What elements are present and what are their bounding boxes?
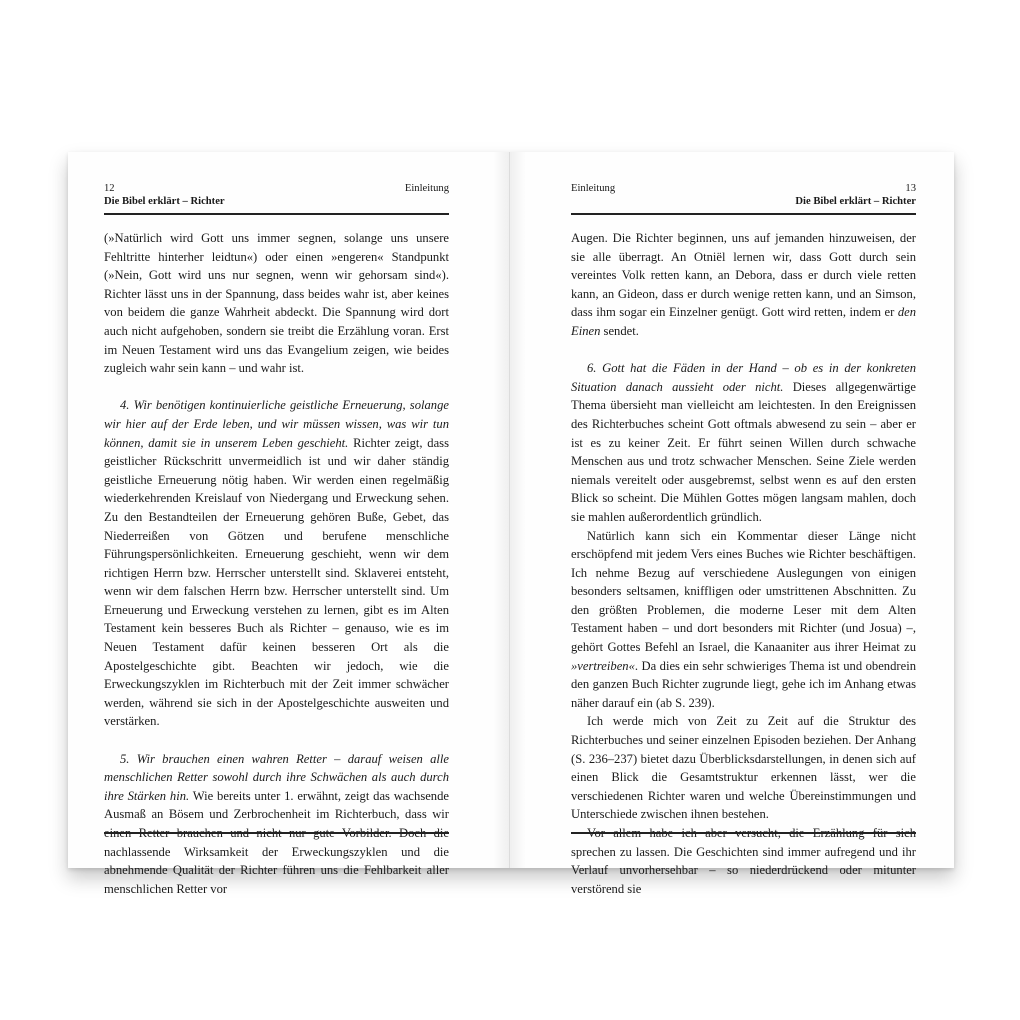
paragraph-text: Augen. Die Richter beginnen, uns auf jemanden hinzuweisen, der sie alle überragt. An Otniël lernen wir, dass Gott durch sein vereintes Volk retten kann, an Debora, dass er durch viele retten kann, an Gideon, dass er durch wenige retten kann, und an Simson, dass ihm sogar ein Einzelner genügt. Gott wird retten, indem er (571, 231, 916, 320)
book-title: Die Bibel erklärt – Richter (104, 196, 225, 207)
paragraph-text: sendet. (600, 323, 639, 338)
paragraph-text: Natürlich kann sich ein Kommentar dieser Länge nicht erschöpfend mit jedem Vers eines Buches wie Richter beschäftigen. Ich nehme Bezug auf verschiedene Auslegungen von einigen besonders seltsamen, kniffligen oder umstrittenen Abschnitten. Zu den größten Problemen, die moderne Leser mit dem Alten Testament haben – und dort besonders mit Richter (und Josua) –, gehört Gottes Befehl an Israel, die Kanaaniter aus ihrer Heimat zu (571, 528, 916, 655)
running-head (104, 182, 449, 208)
chapter-title: Einleitung (404, 183, 449, 194)
paragraph-text: Richter zeigt, dass geistlicher Rückschritt unvermeidlich ist und wir daher ständig geistliche Erneuerung nötig haben. Wir werden einen regelmäßig wiederkehrenden Kreislauf von Niedergang und Erweckung sehen. Zu den Bestandteilen der Erneuerung gehören Buße, Gebet, das Niederreißen von Götzen und berufene menschliche Führungspersönlichkeiten. Erneuerung geschieht, wenn wir dem richtigen Herrn bzw. Herrscher unterstellt sind. Sklaverei entsteht, wenn wir dem falschen Herrn bzw. Herrscher unterstellt sind. Um Erneuerung und Erweckung verstehen zu lernen, gibt es im Alten Testament kein besseres Buch als Richter – genauso, wie es im Neuen Testament dafür keinen besseren Ort als die Apostelgeschichte gibt. Beachten wir jedoch, wie die Erweckungszyklen im Richterbuch mit der Zeit immer schwächer werden, während sie sich in der Apostelgeschichte ausweiten und verstärken. (104, 435, 449, 729)
paragraph: (»Natürlich wird Gott uns immer segnen, solange uns unsere Fehltritte hinterher leidtun«) oder einen »engeren« Standpunkt (»Nein, Gott wird uns nur segnen, wenn wir gehorsam sind«). Richter lässt uns in der Spannung, dass beides wahr ist, aber keines von beidem die ganze Wahrheit abdeckt. Die Spannung wird dort auch nicht aufgehoben, sondern sie treibt die Erzählung voran. Erst im Neuen Testament wird uns das Evangelium zeigen, wie beides zugleich wahr sein kann – und wahr ist. (104, 231, 449, 376)
numbered-thesis: 4. Wir benötigen kontinuierliche geistliche Erneuerung, solange wir hier auf der Erde leben, und wir müssen wissen, was wir tun können, damit sie in unserem Leben geschieht. (104, 398, 449, 450)
page-number: 13 (905, 183, 916, 194)
emphasis: den Einen (571, 305, 916, 338)
paragraph (571, 359, 916, 526)
paragraph-text: Wie bereits unter 1. erwähnt, zeigt das wachsende Ausmaß an Bösem und Zerbrochenheit im Richterbuch, dass wir nachlassende Wirksamkeit der Erweckungszyklen und die abnehmende Qualität der Richter führen uns die Fehlbarkeit aller menschlichen Retter vor (104, 788, 449, 896)
paragraph (571, 527, 916, 713)
paragraph-text: Dieses allgegenwärtige Thema übersieht man vielleicht am leichtesten. In den Ereignissen des Richterbuches scheint Gott oftmals abwesend zu sein – aber er ist es zu keiner Zeit. Er führt seinen Willen durch schwache Menschen aus und trotz schwacher Menschen. Seine Ziele werden niemals vereitelt oder ausgebremst, selbst wenn es auf den ersten Blick so scheint. Die Mühlen Gottes mögen langsam mahlen, doch sie mahlen außerordentlich gründlich. (571, 379, 917, 524)
header-rule (571, 213, 916, 215)
left-page (68, 152, 510, 896)
body-text (104, 229, 449, 898)
header-rule (104, 213, 449, 215)
body-text (571, 229, 916, 898)
chapter-title: Einleitung (571, 183, 616, 194)
gutter-shadow (510, 152, 526, 868)
page-number: 12 (104, 183, 115, 194)
footer-rule (571, 832, 916, 834)
right-page (510, 152, 954, 896)
book-title: Die Bibel erklärt – Richter (795, 196, 916, 207)
paragraph-text: . Da dies ein sehr schwieriges Thema ist und obendrein den ganzen Buch Richter zugrunde liegt, gehe ich im Anhang etwas näher darauf ein (ab S. 239). (571, 658, 916, 710)
numbered-thesis: 6. Gott hat die Fäden in der Hand – ob es in der konkreten Situation danach aussieht oder nicht. (571, 361, 916, 394)
paragraph: Ich werde mich von Zeit zu Zeit auf die Struktur des Richterbuches und seiner einzelnen Episoden beziehen. Der Anhang (S. 236–237) bietet dazu Überblicksdarstellungen, in denen sich auf einen Blick die Gesamtstruktur erkennen lässt, wer die verschiedenen Richter waren und welche Übereinstimmungen und Unterschiede zwischen ihnen bestehen. (571, 714, 916, 822)
emphasis: »vertreiben« (571, 658, 635, 673)
gutter-shadow (493, 152, 509, 868)
numbered-thesis: 5. Wir brauchen einen wahren Retter – darauf weisen alle menschlichen Retter sowohl durch ihre Schwächen als auch durch ihre Stärken hin. (104, 751, 449, 803)
paragraph (104, 396, 449, 731)
paragraph (104, 750, 449, 899)
running-head (571, 182, 916, 208)
book-spread (68, 152, 954, 896)
paragraph: sprechen zu lassen. Die Geschichten sind immer aufregend und ihr Verlauf unvorhersehbar – so niederdrückend oder mitunter verstörend sie (571, 844, 916, 896)
footer-rule (104, 832, 449, 834)
paragraph (571, 229, 916, 341)
